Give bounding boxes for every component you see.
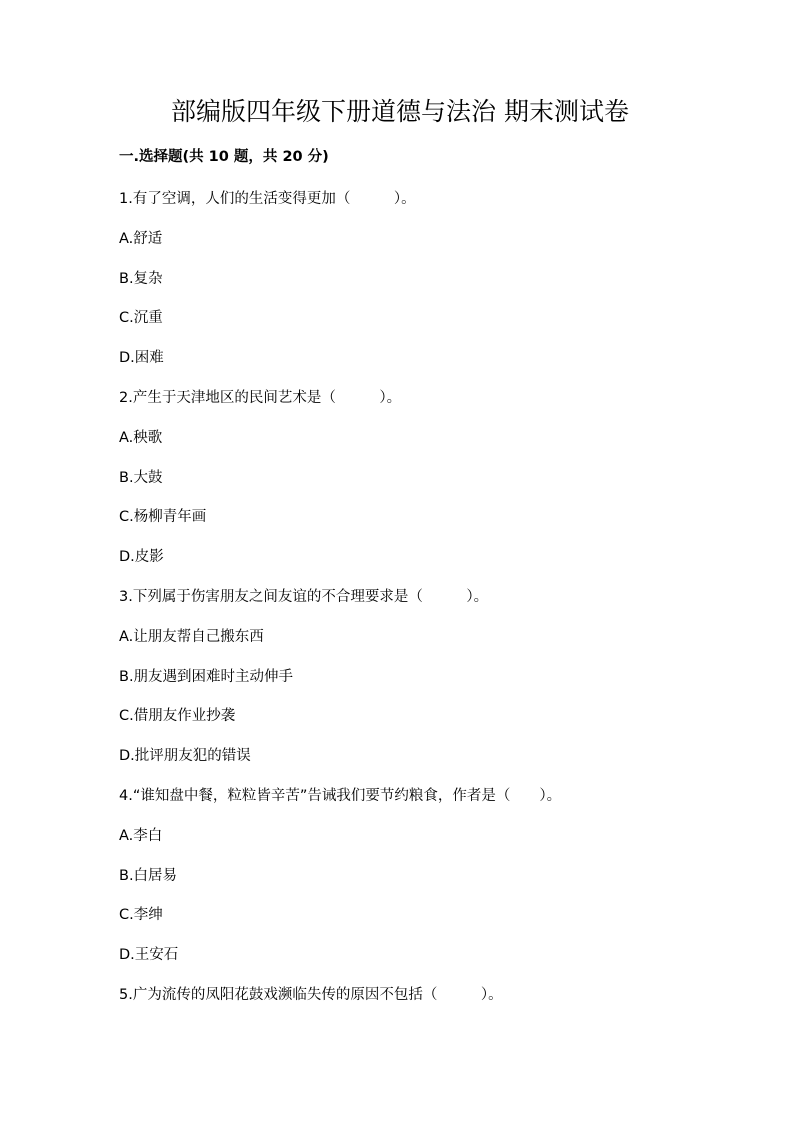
answer-option: B.复杂 — [119, 270, 163, 287]
answer-option: B.大鼓 — [119, 469, 163, 486]
answer-option: D.王安石 — [119, 947, 179, 964]
question-stem: 1.有了空调，人们的生活变得更加（ ）。 — [119, 191, 416, 207]
question-stem: 5.广为流传的凤阳花鼓戏濒临失传的原因不包括（ ）。 — [119, 986, 503, 1003]
document-title: 部编版四年级下册道德与法治 期末测试卷 — [171, 97, 629, 126]
answer-option: D.皮影 — [119, 549, 164, 566]
answer-option: B.白居易 — [119, 867, 178, 884]
question-list — [119, 188, 719, 1024]
section-heading: 一.选择题(共 10 题，共 20 分) — [119, 149, 329, 165]
answer-option: A.李白 — [119, 827, 163, 844]
answer-option: A.让朋友帮自己搬东西 — [119, 628, 264, 645]
answer-option: C.杨柳青年画 — [119, 509, 207, 526]
question-stem: 4.“谁知盘中餐，粒粒皆辛苦”告诫我们要节约粮食，作者是（ ）。 — [119, 787, 562, 804]
question-stem: 2.产生于天津地区的民间艺术是（ ）。 — [119, 389, 402, 406]
answer-option: A.舒适 — [119, 230, 163, 247]
answer-option: A.秧歌 — [119, 429, 163, 446]
answer-option: D.困难 — [119, 350, 164, 367]
answer-option: C.李绅 — [119, 907, 163, 924]
question-stem: 3.下列属于伤害朋友之间友谊的不合理要求是（ ）。 — [119, 588, 489, 605]
answer-option: C.借朋友作业抄袭 — [119, 708, 236, 725]
answer-option: C.沉重 — [119, 310, 163, 327]
answer-option: D.批评朋友犯的错误 — [119, 748, 251, 765]
answer-option: B.朋友遇到困难时主动伸手 — [119, 668, 294, 685]
